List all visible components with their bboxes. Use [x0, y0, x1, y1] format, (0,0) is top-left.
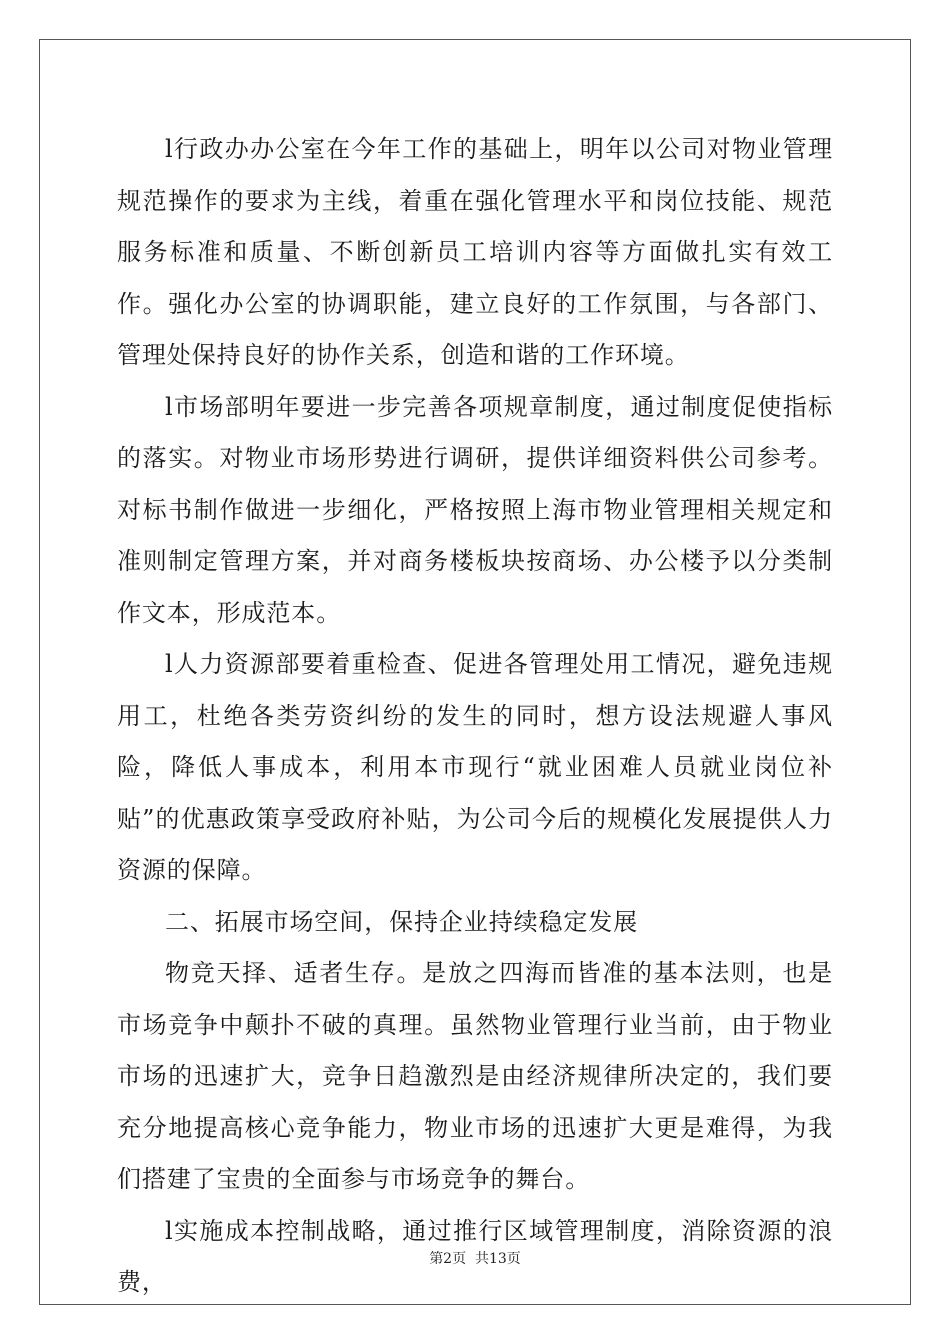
document-body — [117, 124, 833, 1309]
paragraph-market-competition: 物竞天择、适者生存。是放之四海而皆准的基本法则，也是市场竞争中颠扑不破的真理。虽然物业管理行业当前，由于物业市场的迅速扩大，竞争日趋激烈是由经济规律所决定的，我们要充分地提高核心竞争能力，物业市场的迅速扩大更是难得，为我们搭建了宝贵的全面参与市场竞争的舞台。 — [117, 959, 833, 1193]
section-heading: 二、拓展市场空间，保持企业持续稳定发展 — [165, 907, 639, 936]
paragraph-admin-office: l行政办办公室在今年工作的基础上，明年以公司对物业管理规范操作的要求为主线，着重在强化管理水平和岗位技能、规范服务标准和质量、不断创新员工培训内容等方面做扎实有效工作。强化办公室的协调职能，建立良好的工作氛围，与各部门、管理处保持良好的协作关系，创造和谐的工作环境。 — [117, 135, 833, 369]
paragraph-cost-control: l实施成本控制战略，通过推行区域管理制度，消除资源的浪费， — [117, 1216, 833, 1296]
paragraph-marketing-dept: l市场部明年要进一步完善各项规章制度，通过制度促使指标的落实。对物业市场形势进行调研，提供详细资料供公司参考。对标书制作做进一步细化，严格按照上海市物业管理相关规定和准则制定管理方案，并对商务楼板块按商场、办公楼予以分类制作文本，形成范本。 — [117, 392, 833, 627]
paragraph-hr-dept: l人力资源部要着重检查、促进各管理处用工情况，避免违规用工，杜绝各类劳资纠纷的发生的同时，想方设法规避人事风险，降低人事成本，利用本市现行“就业困难人员就业岗位补贴”的优惠政策享受政府补贴，为公司今后的规模化发展提供人力资源的保障。 — [117, 650, 833, 884]
page-number-footer: 第2页 共13页 — [429, 1251, 521, 1267]
